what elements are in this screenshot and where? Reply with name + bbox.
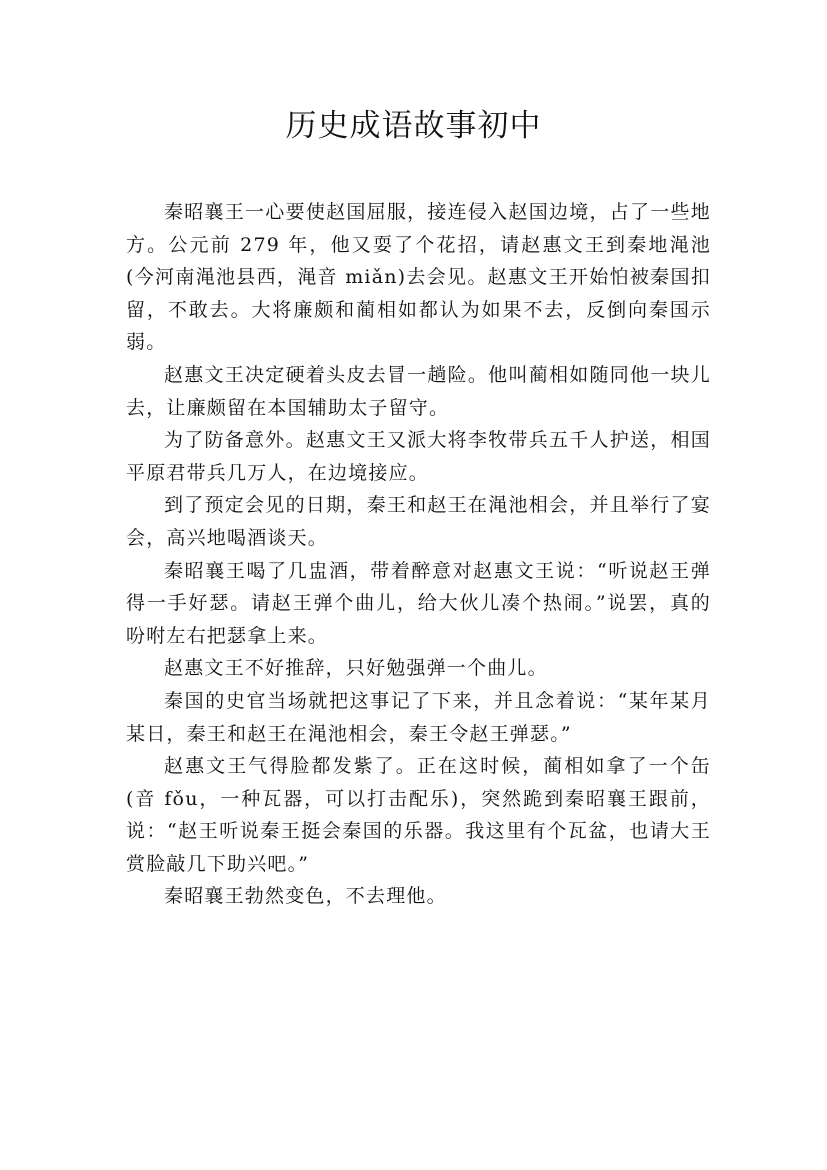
- paragraph: 秦昭襄王喝了几盅酒，带着醉意对赵惠文王说：“听说赵王弹得一手好瑟。请赵王弹个曲儿，给大伙儿凑个热闹。”说罢，真的吩咐左右把瑟拿上来。: [126, 559, 711, 647]
- paragraph: 赵惠文王气得脸都发紫了。正在这时候，蔺相如拿了一个缶(音 fǒu，一种瓦器，可以打击配乐)，突然跪到秦昭襄王跟前，说：“赵王听说秦王挺会秦国的乐器。我这里有个瓦盆，也请大王赏脸敲几下助兴吧。”: [126, 755, 711, 875]
- document-title: 历史成语故事初中: [285, 108, 542, 144]
- paragraph: 秦昭襄王勃然变色，不去理他。: [164, 885, 447, 908]
- paragraph: 赵惠文王决定硬着头皮去冒一趟险。他叫蔺相如随同他一块儿去，让廉颇留在本国辅助太子留守。: [126, 363, 711, 419]
- paragraph: 秦昭襄王一心要使赵国屈服，接连侵入赵国边境，占了一些地方。公元前 279 年，他又耍了个花招，请赵惠文王到秦地渑池(今河南渑池县西，渑音 miǎn)去会见。赵惠文王开始怕被秦国扣留，不敢去。大将廉颇和蔺相如都认为如果不去，反倒向秦国示弱。: [126, 201, 711, 354]
- paragraph: 到了预定会见的日期，秦王和赵王在渑池相会，并且举行了宴会，高兴地喝酒谈天。: [126, 494, 711, 549]
- paragraph: 秦国的史官当场就把这事记了下来，并且念着说：“某年某月某日，秦王和赵王在渑池相会，秦王令赵王弹瑟。”: [126, 689, 711, 745]
- paragraph: 赵惠文王不好推辞，只好勉强弹一个曲儿。: [164, 657, 548, 680]
- document-body: [126, 196, 711, 913]
- paragraph: 为了防备意外。赵惠文王又派大将李牧带兵五千人护送，相国平原君带兵几万人，在边境接应。: [126, 429, 711, 484]
